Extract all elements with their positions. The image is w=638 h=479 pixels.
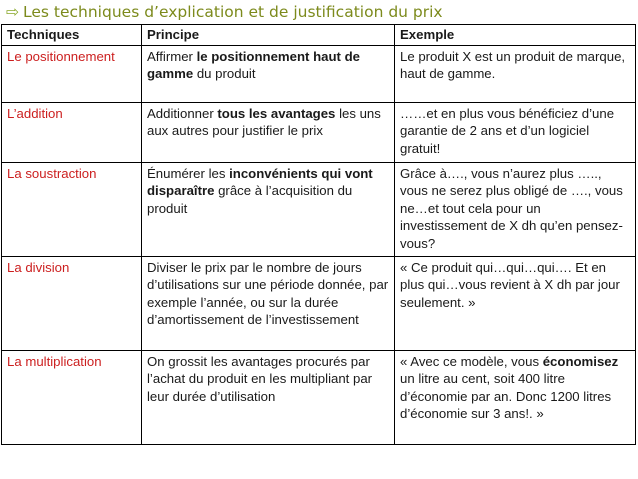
table-header-row [2,25,636,46]
table-row [2,256,636,350]
exemple-text: un litre au cent, soit 400 litre d’économie par an. Donc 1200 litres d’économie sur 3 ans!. » [400,371,612,421]
technique-cell: L’addition [2,102,142,162]
technique-cell: La division [2,256,142,350]
technique-cell: Le positionnement [2,45,142,102]
exemple-cell [395,162,636,256]
principe-emphasis: inconvénients qui vont disparaître [147,165,373,198]
table-row [2,102,636,162]
technique-cell: La multiplication [2,350,142,444]
exemple-text: « Avec ce modèle, vous [400,353,543,369]
principe-cell [142,350,395,444]
exemple-text: Le produit X est un produit de marque, haut de gamme. [400,48,626,81]
principe-cell [142,102,395,162]
exemple-text: « Ce produit qui…qui…qui…. Et en plus qui…vous revient à X dh par jour seulement. » [400,259,620,310]
principe-cell [142,45,395,102]
principe-emphasis: le positionnement haut de gamme [147,48,360,81]
header-techniques: Techniques [2,25,142,46]
technique-cell: La soustraction [2,162,142,256]
exemple-cell [395,102,636,162]
principe-text: Affirmer [147,48,197,64]
techniques-table [1,24,636,445]
principe-text: Diviser le prix par le nombre de jours d’utilisations sur une période donnée, par exemple l’année, ou sur la durée d’amortissement de l’investissement [147,259,389,327]
table-row [2,162,636,256]
exemple-text: Grâce à…., vous n’aurez plus ….., vous ne serez plus obligé de …., vous ne…et tout cela pour un investissement de X dh qu’en pensez-vous? [400,165,623,251]
exemple-emphasis: économisez [542,353,619,369]
page-title-text: Les techniques d’explication et de justification du prix [23,3,443,21]
principe-text: du produit [193,66,256,81]
principe-text: grâce à l’acquisition du produit [147,183,353,216]
arrow-right-icon: ⇨ [6,3,19,21]
header-exemple: Exemple [395,25,636,46]
exemple-text: ……et en plus vous bénéficiez d’une garantie de 2 ans et d’un logiciel gratuit! [400,105,615,156]
principe-text: les uns aux autres pour justifier le prix [147,105,381,138]
principe-cell [142,162,395,256]
exemple-cell [395,45,636,102]
exemple-cell [395,256,636,350]
page-title [0,0,638,24]
principe-text: Énumérer les [147,165,230,181]
principe-text: Additionner [147,105,218,121]
header-principe: Principe [142,25,395,46]
table-row [2,45,636,102]
principe-text: On grossit les avantages procurés par l’achat du produit en les multipliant par leur durée d’utilisation [147,353,373,404]
exemple-cell [395,350,636,444]
principe-cell [142,256,395,350]
table-row [2,350,636,444]
principe-emphasis: tous les avantages [217,105,336,121]
